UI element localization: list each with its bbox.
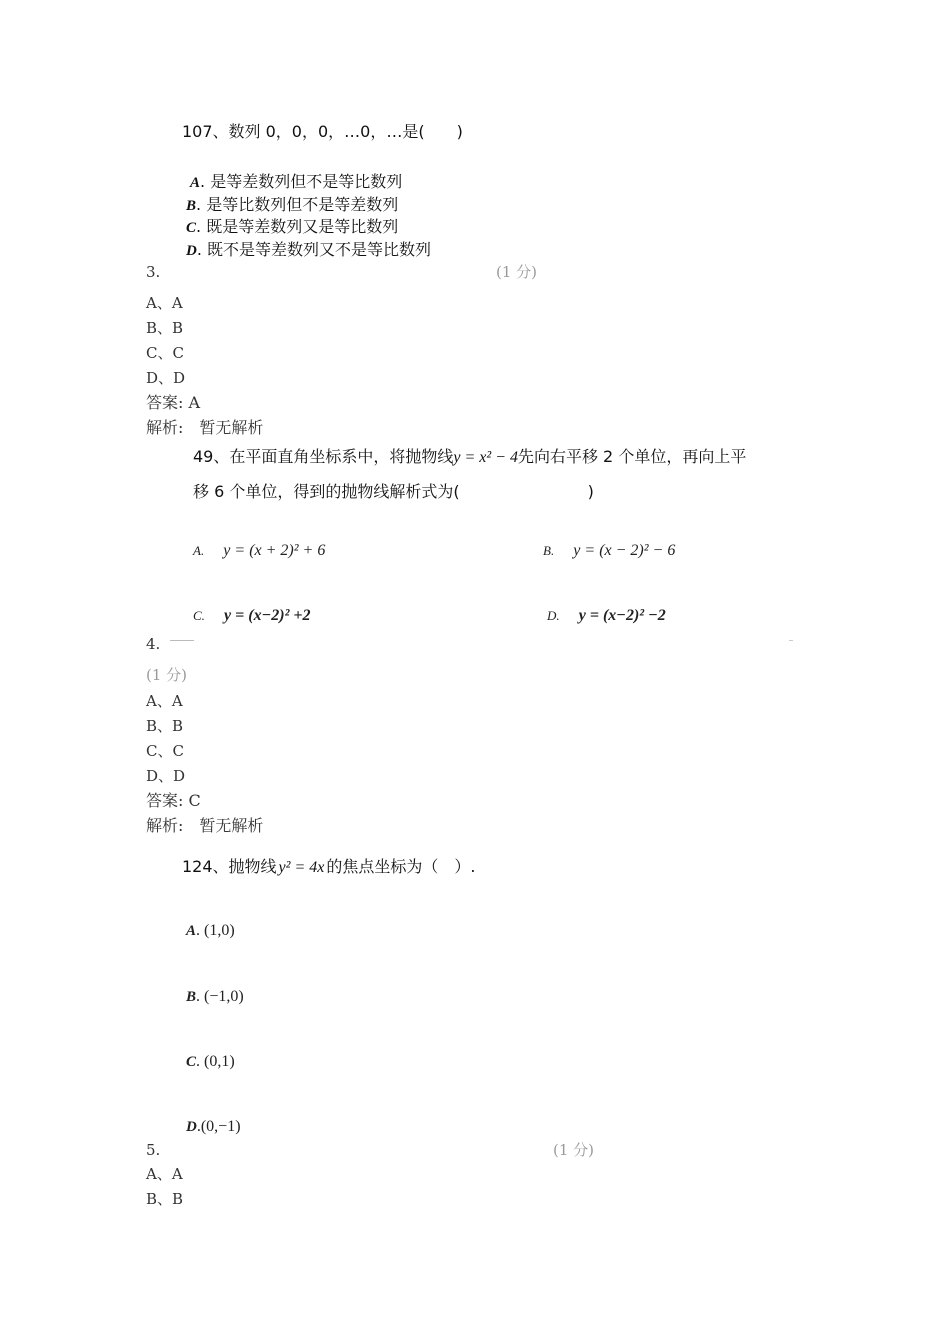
option-label: D: [186, 1119, 197, 1135]
choice-c[interactable]: C、C: [146, 344, 184, 362]
question-points: (1 分): [553, 1141, 595, 1159]
option-text: . (−1,0): [196, 988, 244, 1005]
choice-b[interactable]: B、B: [146, 1190, 184, 1208]
option-text: . (0,1): [196, 1053, 235, 1070]
stem-text: 49、在平面直角坐标系中，将抛物线: [193, 447, 454, 466]
question-number: 5.: [146, 1141, 161, 1159]
option-c: [186, 1054, 235, 1070]
choice-d[interactable]: D、D: [146, 767, 186, 785]
option-formula: y = (x − 2)² − 6: [573, 542, 676, 559]
option-label: D: [186, 243, 197, 259]
stem-text-cont: 先向右平移 2 个单位，再向上平: [517, 447, 747, 466]
option-c: [186, 219, 398, 236]
option-text: . 是等比数列但不是等差数列: [196, 195, 399, 214]
option-c: [193, 607, 311, 624]
stem-formula: y = x² − 4: [453, 449, 518, 466]
option-d: [186, 242, 431, 259]
answer-text: 答案: C: [146, 791, 201, 810]
option-b: [543, 542, 675, 559]
choice-a[interactable]: A、A: [146, 1165, 183, 1183]
stem-formula: y² = 4x: [278, 859, 325, 876]
stem-text-cont: 的焦点坐标为（ ）.: [326, 857, 476, 876]
choice-a[interactable]: A、A: [146, 294, 183, 312]
choice-c[interactable]: C、C: [146, 742, 184, 760]
stem-text: 124、抛物线: [182, 857, 277, 876]
option-label: B: [186, 198, 197, 214]
question-number: 4.: [146, 635, 161, 653]
option-a: [186, 923, 235, 939]
option-text: . (1,0): [196, 922, 235, 939]
choice-b[interactable]: B、B: [146, 717, 184, 735]
option-d: [186, 1119, 241, 1135]
option-b: [186, 197, 398, 214]
option-text: . 既不是等差数列又不是等比数列: [196, 240, 432, 259]
divider-mark: [789, 640, 793, 641]
question-number: 3.: [146, 263, 161, 281]
question-stem: 107、数列 0，0，0，…0，…是( ): [182, 122, 463, 141]
question-stem-line1: [193, 449, 746, 466]
option-formula: y = (x−2)² −2: [578, 607, 666, 624]
answer-text: 答案: A: [146, 393, 201, 412]
option-label: A: [190, 175, 201, 191]
option-label: A.: [193, 543, 205, 558]
option-label: C.: [193, 608, 205, 623]
analysis-text: 解析: 暂无解析: [146, 418, 264, 437]
option-formula: y = (x + 2)² + 6: [223, 542, 326, 559]
option-text: . 既是等差数列又是等比数列: [196, 217, 399, 236]
option-label: D.: [547, 608, 560, 623]
question-points: (1 分): [496, 263, 538, 281]
choice-d[interactable]: D、D: [146, 369, 186, 387]
option-label: A: [186, 923, 197, 939]
option-d: [547, 607, 666, 624]
option-b: [186, 989, 244, 1005]
question-stem: [182, 859, 475, 876]
choice-a[interactable]: A、A: [146, 692, 183, 710]
option-label: C: [186, 1054, 197, 1070]
option-label: C: [186, 220, 197, 236]
choice-b[interactable]: B、B: [146, 319, 184, 337]
option-label: B.: [543, 543, 555, 558]
divider-line: [170, 640, 194, 641]
option-text: .(0,−1): [196, 1118, 241, 1135]
option-a: [193, 542, 325, 559]
question-points: (1 分): [146, 666, 188, 684]
option-a: [190, 174, 402, 191]
option-text: . 是等差数列但不是等比数列: [200, 172, 403, 191]
option-label: B: [186, 989, 197, 1005]
option-formula: y = (x−2)² +2: [224, 607, 311, 624]
question-stem-line2: 移 6 个单位，得到的抛物线解析式为( ): [193, 482, 594, 501]
analysis-text: 解析: 暂无解析: [146, 816, 264, 835]
